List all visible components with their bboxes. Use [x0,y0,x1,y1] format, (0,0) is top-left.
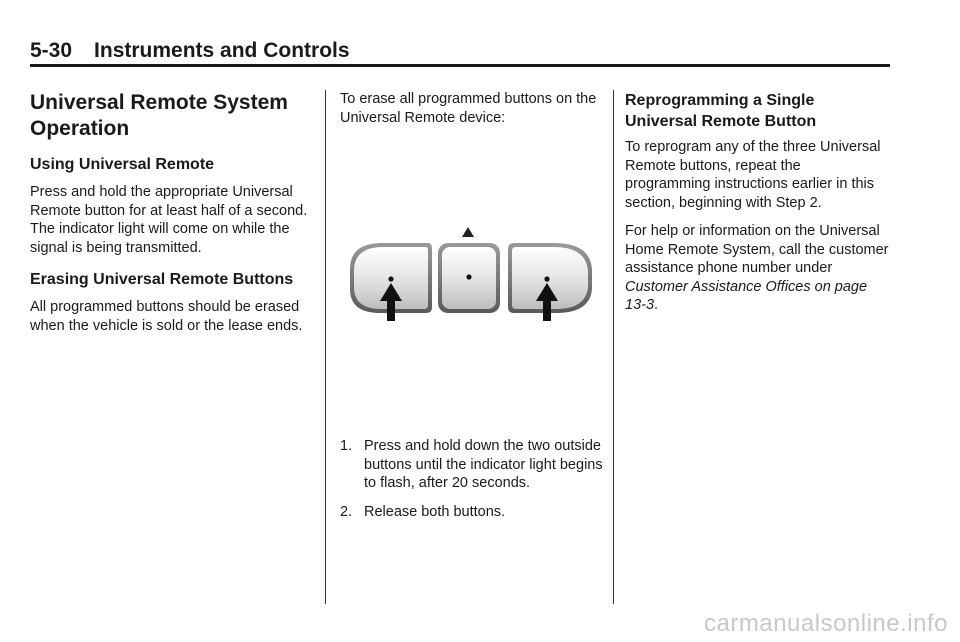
column-left [30,90,318,344]
erase-intro: To erase all programmed buttons on the Universal Remote device: [340,91,597,126]
subheading-erasing: Erasing Universal Remote Buttons [30,271,294,288]
paragraph-using: Press and hold the appropriate Universal Remote button for at least half of a second. The indicator light will come on while the signal is being transmitted. [30,184,308,256]
subheading-reprogramming: Reprogramming a Single Universal Remote Button [625,92,817,130]
page-number: 5-30 [30,39,73,62]
remote-buttons-illustration [340,199,604,379]
section-heading: Universal Remote System Operation [30,91,288,140]
column-divider [613,90,614,604]
middle-remote-button [438,243,500,313]
indicator-light-icon [462,227,474,237]
paragraph-reprogram: To reprogram any of the three Universal Remote buttons, repeat the programming instructions earlier in this section, beginning with Step 2. [625,139,881,211]
column-right [625,90,890,324]
column-divider [325,90,326,604]
page-header [30,38,890,64]
subheading-using: Using Universal Remote [30,156,215,173]
header-rule [30,64,890,67]
column-middle [340,90,604,530]
remote-buttons-figure [340,199,604,379]
watermark: carmanualsonline.info [704,610,948,637]
list-item: 1. Press and hold down the two outside buttons until the indicator light begins to flash, after 20 seconds. [340,438,603,491]
paragraph-erasing: All programmed buttons should be erased when the vehicle is sold or the lease ends. [30,299,303,334]
section-title: Instruments and Controls [94,39,350,62]
list-item: 2. Release both buttons. [340,503,506,520]
paragraph-help: For help or information on the Universal Home Remote System, call the customer assistance phone number under Customer Assistance Offices on page 13-3. [625,223,889,313]
erase-steps-list [340,437,604,521]
cross-reference-link[interactable]: Customer Assistance Offices on page 13-3 [625,278,868,313]
